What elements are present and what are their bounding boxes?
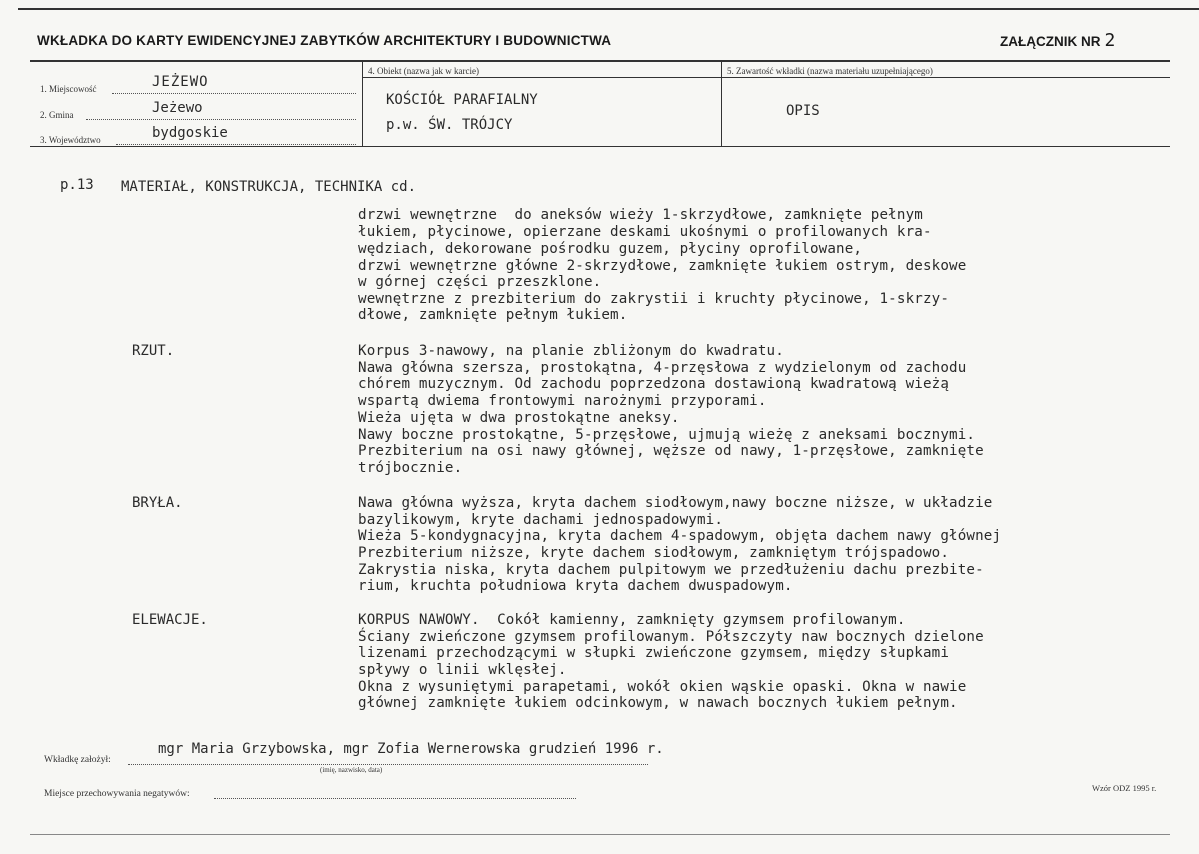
elewacje-line: głównej zamknięte łukiem odcinkowym, w nawach bocznych łukiem pełnym. bbox=[358, 695, 958, 711]
storage-dots bbox=[214, 797, 576, 799]
bryla-line: Nawa główna wyższa, kryta dachem siodłowym,nawy boczne niższe, w układzie bbox=[358, 495, 993, 511]
elewacje-line: Okna z wysuniętymi parapetami, wokół okien wąskie opaski. Okna w nawie bbox=[358, 679, 967, 695]
elewacje-line: lizenami przechodzącymi w słupki zwieńczone gzymsem, między słupkami bbox=[358, 645, 950, 661]
form-title: WKŁADKA DO KARTY EWIDENCYJNEJ ZABYTKÓW ARCHITEKTURY I BUDOWNICTWA bbox=[37, 33, 612, 48]
obiekt-label: 4. Obiekt (nazwa jak w karcie) bbox=[368, 66, 479, 76]
bryla-line: rium, kruchta południowa kryta dachem dwuspadowym. bbox=[358, 578, 793, 594]
obiekt-label-rule bbox=[362, 77, 721, 78]
miejscowosc-value: JEŻEWO bbox=[152, 74, 209, 90]
zawartosc-label: 5. Zawartość wkładki (nazwa materiału uzupełniającego) bbox=[727, 66, 933, 76]
intro-line: wędziach, dekorowane pośrodku guzem, płyciny oprofilowane, bbox=[358, 241, 863, 257]
intro-line: łukiem, płycinowe, opierzane deskami ukośnymi o profilowanych kra- bbox=[358, 224, 932, 240]
miejscowosc-dots bbox=[112, 92, 356, 94]
annex-label bbox=[1000, 30, 1115, 51]
header-divider-2 bbox=[721, 62, 722, 146]
bryla-line: Wieża 5-kondygnacyjna, kryta dachem 4-spadowym, objęta dachem nawy głównej bbox=[358, 528, 1002, 544]
bryla-line: Prezbiterium niższe, kryte dachem siodłowym, zamkniętym trójspadowo. bbox=[358, 545, 950, 561]
rzut-line: Nawy boczne prostokątne, 5-przęsłowe, ujmują wieżę z aneksami bocznymi. bbox=[358, 427, 976, 443]
rzut-line: wspartą dwiema frontowymi narożnymi przyporami. bbox=[358, 393, 767, 409]
author-label: Wkładkę założył: bbox=[44, 755, 111, 765]
zawartosc-label-rule bbox=[721, 77, 1170, 78]
elewacje-label: ELEWACJE. bbox=[132, 612, 208, 628]
intro-line: dłowe, zamknięte pełnym łukiem. bbox=[358, 307, 628, 323]
annex-number: 2 bbox=[1104, 30, 1116, 51]
bryla-line: bazylikowym, kryte dachami jednospadowymi. bbox=[358, 512, 724, 528]
intro-line: drzwi wewnętrzne główne 2-skrzydłowe, zamknięte łukiem ostrym, deskowe bbox=[358, 258, 967, 274]
rzut-label: RZUT. bbox=[132, 343, 175, 359]
gmina-dots bbox=[86, 118, 356, 120]
section-heading: MATERIAŁ, KONSTRUKCJA, TECHNIKA cd. bbox=[121, 179, 417, 195]
form-code: Wzór ODZ 1995 r. bbox=[1092, 783, 1157, 793]
intro-line: w górnej części przeszklone. bbox=[358, 274, 602, 290]
bottom-rule bbox=[30, 834, 1170, 835]
zawartosc-value: OPIS bbox=[786, 103, 820, 119]
page-reference: p.13 bbox=[60, 177, 94, 193]
gmina-label: 2. Gmina bbox=[40, 110, 74, 120]
header-top-rule bbox=[30, 60, 1170, 62]
wojewodztwo-dots bbox=[116, 143, 356, 145]
header-bottom-rule bbox=[30, 146, 1170, 147]
intro-line: drzwi wewnętrzne do aneksów wieży 1-skrzydłowe, zamknięte pełnym bbox=[358, 207, 923, 223]
obiekt-line-1: KOŚCIÓŁ PARAFIALNY bbox=[386, 92, 538, 108]
storage-label: Miejsce przechowywania negatywów: bbox=[44, 789, 190, 799]
intro-line: wewnętrzne z prezbiterium do zakrystii i kruchty płycinowe, 1-skrzy- bbox=[358, 291, 950, 307]
obiekt-line-2: p.w. ŚW. TRÓJCY bbox=[386, 117, 513, 133]
rzut-line: Prezbiterium na osi nawy głównej, węższe od nawy, 1-przęsłowe, zamknięte bbox=[358, 443, 984, 459]
author-hint: (imię, nazwisko, data) bbox=[320, 766, 383, 774]
rzut-line: Korpus 3-nawowy, na planie zbliżonym do kwadratu. bbox=[358, 343, 784, 359]
rzut-line: Nawa główna szersza, prostokątna, 4-przęsłowa z wydzielonym od zachodu bbox=[358, 360, 967, 376]
rzut-line: trójbocznie. bbox=[358, 460, 463, 476]
header-divider-1 bbox=[362, 62, 363, 146]
top-rule bbox=[18, 8, 1199, 10]
author-value: mgr Maria Grzybowska, mgr Zofia Wernerowska grudzień 1996 r. bbox=[158, 741, 664, 757]
rzut-line: chórem muzycznym. Od zachodu poprzedzona dostawioną kwadratową wieżą bbox=[358, 376, 950, 392]
bryla-line: Zakrystia niska, kryta dachem pulpitowym we przedłużeniu dachu prezbite- bbox=[358, 562, 984, 578]
miejscowosc-label: 1. Miejscowość bbox=[40, 84, 97, 94]
wojewodztwo-value: bydgoskie bbox=[152, 125, 228, 141]
elewacje-line: KORPUS NAWOWY. Cokół kamienny, zamknięty gzymsem profilowanym. bbox=[358, 612, 906, 628]
elewacje-line: spływy o linii wklęsłej. bbox=[358, 662, 567, 678]
annex-label-text: ZAŁĄCZNIK NR bbox=[1000, 34, 1101, 49]
elewacje-line: Ściany zwieńczone gzymsem profilowanym. Półszczyty naw bocznych dzielone bbox=[358, 629, 984, 645]
author-dots bbox=[128, 763, 648, 765]
rzut-line: Wieża ujęta w dwa prostokątne aneksy. bbox=[358, 410, 680, 426]
bryla-label: BRYŁA. bbox=[132, 495, 183, 511]
wojewodztwo-label: 3. Województwo bbox=[40, 135, 101, 145]
gmina-value: Jeżewo bbox=[152, 100, 203, 116]
